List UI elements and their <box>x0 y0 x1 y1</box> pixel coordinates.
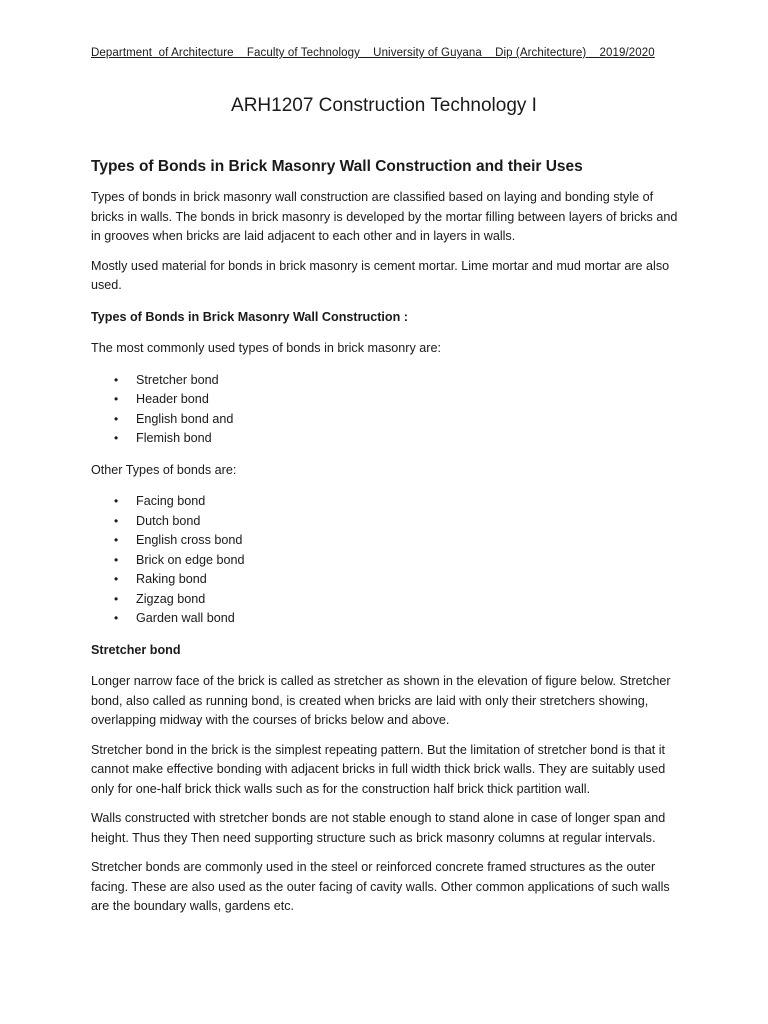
list-item: • Raking bond <box>91 570 681 590</box>
list-item: • Stretcher bond <box>91 371 681 391</box>
page-header: Department of Architecture Faculty of Technology University of Guyana Dip (Architecture) 2019/2020 <box>91 47 655 59</box>
bullet-icon: • <box>114 533 119 547</box>
list-item: • English cross bond <box>91 531 681 551</box>
list-item: • Header bond <box>91 390 681 410</box>
stretcher-paragraph: Longer narrow face of the brick is called as stretcher as shown in the elevation of figure below. Stretcher bond, also called as running bond, is created when bricks are laid with only their stretchers showing, overlapping midway with the courses of bricks below and above. <box>91 674 671 727</box>
list-item: • Garden wall bond <box>91 609 681 629</box>
stretcher-bond-heading: Stretcher bond <box>91 642 181 657</box>
document-body <box>91 156 681 927</box>
bullet-icon: • <box>114 513 119 528</box>
stretcher-paragraph: Stretcher bonds are commonly used in the steel or reinforced concrete framed structures as the outer facing. These are also used as the outer facing of cavity walls. Other common applications of such walls are the boundary walls, gardens etc. <box>91 860 670 913</box>
common-bonds-intro: The most commonly used types of bonds in brick masonry are: <box>91 341 441 355</box>
intro-paragraph: Types of bonds in brick masonry wall construction are classified based on laying and bonding style of bricks in walls. The bonds in brick masonry is developed by the mortar filling between layers of bricks and in grooves when bricks are laid adjacent to each other and in layers in walls. <box>91 190 678 243</box>
bullet-icon: • <box>114 611 119 625</box>
bullet-icon: • <box>114 552 119 567</box>
common-bonds-list <box>91 371 681 449</box>
types-heading: Types of Bonds in Brick Masonry Wall Construction : <box>91 309 408 324</box>
other-bonds-intro: Other Types of bonds are: <box>91 462 237 477</box>
list-item: • English bond and <box>91 410 681 430</box>
list-item: • Facing bond <box>91 492 681 512</box>
bullet-icon: • <box>114 572 119 586</box>
stretcher-paragraph: Walls constructed with stretcher bonds are not stable enough to stand alone in case of longer span and height. Thus they Then need supporting structure such as brick masonry columns at regular intervals. <box>91 811 666 845</box>
other-bonds-list <box>91 492 681 629</box>
list-item: • Brick on edge bond <box>91 551 681 571</box>
bullet-icon: • <box>114 372 119 387</box>
document-title: ARH1207 Construction Technology I <box>231 95 537 116</box>
list-item: • Zigzag bond <box>91 590 681 610</box>
bullet-icon: • <box>114 411 119 426</box>
list-item: • Flemish bond <box>91 429 681 449</box>
section-heading: Types of Bonds in Brick Masonry Wall Construction and their Uses <box>91 158 583 175</box>
bullet-icon: • <box>114 591 119 606</box>
bullet-icon: • <box>114 431 119 445</box>
bullet-icon: • <box>114 494 119 508</box>
bullet-icon: • <box>114 392 119 406</box>
intro-paragraph: Mostly used material for bonds in brick masonry is cement mortar. Lime mortar and mud mortar are also used. <box>91 258 670 292</box>
stretcher-paragraph: Stretcher bond in the brick is the simplest repeating pattern. But the limitation of stretcher bond is that it cannot make effective bonding with adjacent bricks in full width thick brick walls. They are suitably used only for one-half brick thick walls such as for the construction half brick thick partition wall. <box>91 742 666 796</box>
list-item: • Dutch bond <box>91 512 681 532</box>
